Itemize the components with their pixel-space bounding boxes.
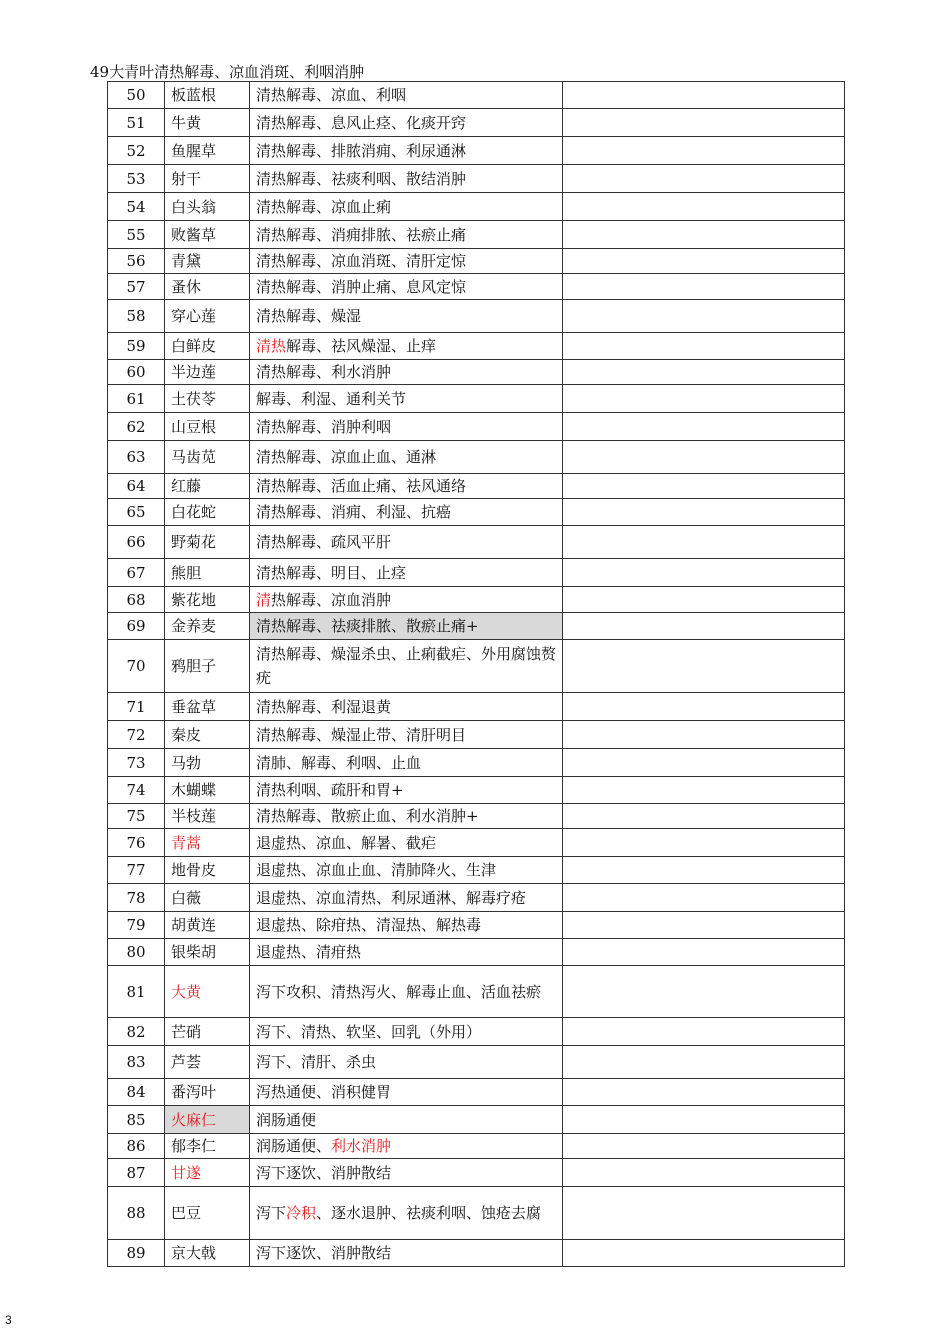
herb-effect: 清热解毒、燥湿止带、清肝明目 (250, 721, 563, 749)
herb-name: 火麻仁 (165, 1106, 250, 1134)
herb-effect (250, 1134, 563, 1159)
herb-effect: 清热解毒、祛痰排脓、散瘀止痛+ (250, 613, 563, 640)
herb-name: 板蓝根 (165, 82, 250, 109)
note-cell (563, 559, 845, 587)
page-number: 3 (5, 1313, 12, 1327)
note-cell (563, 587, 845, 613)
row-number: 70 (108, 640, 165, 693)
herb-name: 白鲜皮 (165, 333, 250, 360)
row-number: 74 (108, 777, 165, 804)
header-effect: 清热解毒、凉血消斑、利咽消肿 (154, 63, 365, 81)
note-cell (563, 221, 845, 249)
row-number: 54 (108, 193, 165, 221)
note-cell (563, 137, 845, 165)
effect-text: 泻下 (256, 1204, 287, 1222)
herb-effect: 清热解毒、祛痰利咽、散结消肿 (250, 165, 563, 193)
table-row (108, 613, 845, 640)
herb-effect: 泻下逐饮、消肿散结 (250, 1240, 563, 1267)
herb-effect: 清热解毒、消肿利咽 (250, 413, 563, 441)
herb-name: 野菊花 (165, 526, 250, 559)
herb-effect: 泻热通便、消积健胃 (250, 1079, 563, 1106)
row-number: 61 (108, 385, 165, 413)
row-number: 57 (108, 274, 165, 300)
row-number: 51 (108, 109, 165, 137)
note-cell (563, 1159, 845, 1187)
table-row (108, 82, 845, 109)
herb-name: 大黄 (165, 966, 250, 1018)
table-row (108, 274, 845, 300)
herb-effect: 退虚热、凉血、解暑、截疟 (250, 829, 563, 857)
row-number: 58 (108, 300, 165, 333)
note-cell (563, 966, 845, 1018)
herb-name: 红藤 (165, 474, 250, 499)
note-cell (563, 474, 845, 499)
herb-name: 胡黄连 (165, 912, 250, 939)
table-row (108, 693, 845, 721)
row-number: 83 (108, 1046, 165, 1079)
note-cell (563, 360, 845, 385)
herb-name: 青蒿 (165, 829, 250, 857)
note-cell (563, 804, 845, 829)
highlighted-text: 清 (256, 590, 272, 609)
herb-name: 山豆根 (165, 413, 250, 441)
herb-name: 巴豆 (165, 1187, 250, 1240)
herb-name: 地骨皮 (165, 857, 250, 884)
table-row (108, 1134, 845, 1159)
row-number: 50 (108, 82, 165, 109)
herb-effect: 解毒、利湿、通利关节 (250, 385, 563, 413)
row-number: 62 (108, 413, 165, 441)
table-row (108, 721, 845, 749)
row-number: 65 (108, 499, 165, 526)
herb-effect: 清热解毒、燥湿 (250, 300, 563, 333)
table-row (108, 1046, 845, 1079)
herb-effect: 泻下攻积、清热泻火、解毒止血、活血祛瘀 (250, 966, 563, 1018)
herb-effect: 润肠通便 (250, 1106, 563, 1134)
table-row (108, 165, 845, 193)
herb-name: 蚤休 (165, 274, 250, 300)
row-number: 69 (108, 613, 165, 640)
table-row (108, 1187, 845, 1240)
note-cell (563, 1187, 845, 1240)
highlighted-text: 冷积 (286, 1204, 317, 1222)
herb-name: 秦皮 (165, 721, 250, 749)
row-number: 68 (108, 587, 165, 613)
table-row (108, 749, 845, 777)
table-row (108, 1106, 845, 1134)
herb-name: 土茯苓 (165, 385, 250, 413)
effect-text-rest: 、逐水退肿、祛痰利咽、蚀疮去腐 (316, 1204, 542, 1222)
herb-name: 鸦胆子 (165, 640, 250, 693)
highlighted-text: 清热 (256, 337, 287, 355)
herb-effect: 清热解毒、燥湿杀虫、止痢截疟、外用腐蚀赘疣 (250, 640, 563, 693)
effect-text: 润肠通便、 (256, 1137, 332, 1155)
herb-name: 马齿苋 (165, 441, 250, 474)
note-cell (563, 721, 845, 749)
row-number: 71 (108, 693, 165, 721)
herb-name: 白薇 (165, 884, 250, 912)
row-number: 80 (108, 939, 165, 966)
row-number: 86 (108, 1134, 165, 1159)
herb-effect: 退虚热、凉血止血、清肺降火、生津 (250, 857, 563, 884)
note-cell (563, 693, 845, 721)
row-number: 87 (108, 1159, 165, 1187)
table-row (108, 966, 845, 1018)
row-number: 75 (108, 804, 165, 829)
herb-effect: 泻下逐饮、消肿散结 (250, 1159, 563, 1187)
note-cell (563, 912, 845, 939)
note-cell (563, 499, 845, 526)
note-cell (563, 249, 845, 274)
table-row (108, 249, 845, 274)
herb-effect: 清热解毒、利水消肿 (250, 360, 563, 385)
herb-name: 金养麦 (165, 613, 250, 640)
note-cell (563, 165, 845, 193)
herb-name: 紫花地 (165, 587, 250, 613)
header-num: 49 (90, 63, 110, 81)
herb-name: 郁李仁 (165, 1134, 250, 1159)
herb-name: 鱼腥草 (165, 137, 250, 165)
highlighted-text: 利水消肿 (331, 1137, 392, 1155)
note-cell (563, 109, 845, 137)
herb-name: 白头翁 (165, 193, 250, 221)
herb-effect: 退虚热、除疳热、清湿热、解热毒 (250, 912, 563, 939)
herb-effect: 清热解毒、活血止痛、祛风通络 (250, 474, 563, 499)
row-number: 85 (108, 1106, 165, 1134)
table-row (108, 333, 845, 360)
herb-effect: 退虚热、清疳热 (250, 939, 563, 966)
note-cell (563, 829, 845, 857)
row-number: 78 (108, 884, 165, 912)
herb-effect: 清热解毒、凉血止血、通淋 (250, 441, 563, 474)
herb-effect (250, 1187, 563, 1240)
herb-name: 半边莲 (165, 360, 250, 385)
table-row (108, 829, 845, 857)
herb-name: 马勃 (165, 749, 250, 777)
herb-name: 芦荟 (165, 1046, 250, 1079)
herb-name: 白花蛇 (165, 499, 250, 526)
herb-name: 京大戟 (165, 1240, 250, 1267)
effect-text: 退虚热、凉血清热、利尿通淋、解毒疗疮 (256, 888, 527, 907)
herb-name: 青黛 (165, 249, 250, 274)
herb-effect: 清热解毒、凉血止痢 (250, 193, 563, 221)
table-row (108, 413, 845, 441)
table-row (108, 804, 845, 829)
row-number: 56 (108, 249, 165, 274)
herb-effect: 清热解毒、凉血、利咽 (250, 82, 563, 109)
note-cell (563, 1079, 845, 1106)
table-row (108, 1159, 845, 1187)
effect-text: 热解毒、凉血消肿 (271, 590, 392, 609)
herb-effect: 清热利咽、疏肝和胃+ (250, 777, 563, 804)
row-number: 59 (108, 333, 165, 360)
note-cell (563, 1106, 845, 1134)
herb-effect: 泻下、清热、软坚、回乳（外用） (250, 1018, 563, 1046)
herb-effect: 清热解毒、疏风平肝 (250, 526, 563, 559)
herb-name: 穿心莲 (165, 300, 250, 333)
herb-effect (250, 333, 563, 360)
note-cell (563, 274, 845, 300)
note-cell (563, 749, 845, 777)
row-number: 84 (108, 1079, 165, 1106)
table-row (108, 221, 845, 249)
row-number: 55 (108, 221, 165, 249)
row-number: 88 (108, 1187, 165, 1240)
table-row (108, 587, 845, 613)
header-line (90, 62, 364, 82)
table-row (108, 640, 845, 693)
herb-name: 射干 (165, 165, 250, 193)
note-cell (563, 884, 845, 912)
note-cell (563, 939, 845, 966)
note-cell (563, 857, 845, 884)
row-number: 79 (108, 912, 165, 939)
note-cell (563, 640, 845, 693)
herb-effect: 清热解毒、排脓消痈、利尿通淋 (250, 137, 563, 165)
note-cell (563, 333, 845, 360)
herb-name: 败酱草 (165, 221, 250, 249)
note-cell (563, 385, 845, 413)
herb-name: 番泻叶 (165, 1079, 250, 1106)
table-row (108, 109, 845, 137)
table-row (108, 499, 845, 526)
note-cell (563, 193, 845, 221)
row-number: 89 (108, 1240, 165, 1267)
herb-effect: 清热解毒、凉血消斑、清肝定惊 (250, 249, 563, 274)
herb-effect: 清热解毒、消痈、利湿、抗癌 (250, 499, 563, 526)
herb-effect: 清热解毒、消肿止痛、息风定惊 (250, 274, 563, 300)
note-cell (563, 300, 845, 333)
row-number: 66 (108, 526, 165, 559)
row-number: 64 (108, 474, 165, 499)
note-cell (563, 413, 845, 441)
herb-name: 芒硝 (165, 1018, 250, 1046)
table-row (108, 193, 845, 221)
herb-table (107, 81, 845, 1267)
row-number: 82 (108, 1018, 165, 1046)
table-row (108, 884, 845, 912)
row-number: 76 (108, 829, 165, 857)
note-cell (563, 1240, 845, 1267)
note-cell (563, 1046, 845, 1079)
effect-text: 解毒、祛风燥湿、止痒 (286, 337, 437, 355)
herb-effect: 清热解毒、息风止痉、化痰开窍 (250, 109, 563, 137)
table-row (108, 385, 845, 413)
herb-name: 牛黄 (165, 109, 250, 137)
row-number: 72 (108, 721, 165, 749)
table-row (108, 559, 845, 587)
table-row (108, 1018, 845, 1046)
row-number: 81 (108, 966, 165, 1018)
herb-effect (250, 884, 563, 912)
herb-effect: 泻下、清肝、杀虫 (250, 1046, 563, 1079)
herb-effect: 清热解毒、散瘀止血、利水消肿+ (250, 804, 563, 829)
herb-name: 熊胆 (165, 559, 250, 587)
herb-effect: 清热解毒、明目、止痉 (250, 559, 563, 587)
table-row (108, 474, 845, 499)
herb-name: 甘遂 (165, 1159, 250, 1187)
table-row (108, 441, 845, 474)
herb-effect: 清热解毒、消痈排脓、祛瘀止痛 (250, 221, 563, 249)
note-cell (563, 526, 845, 559)
herb-name: 垂盆草 (165, 693, 250, 721)
table-row (108, 526, 845, 559)
note-cell (563, 1018, 845, 1046)
herb-effect: 清热解毒、利湿退黄 (250, 693, 563, 721)
note-cell (563, 1134, 845, 1159)
row-number: 63 (108, 441, 165, 474)
row-number: 53 (108, 165, 165, 193)
header-name: 大青叶 (109, 63, 155, 81)
table-row (108, 857, 845, 884)
herb-name: 半枝莲 (165, 804, 250, 829)
table-row (108, 1079, 845, 1106)
table-row (108, 777, 845, 804)
table-row (108, 360, 845, 385)
herb-effect (250, 587, 563, 613)
table-row (108, 300, 845, 333)
row-number: 52 (108, 137, 165, 165)
herb-name: 木蝴蝶 (165, 777, 250, 804)
note-cell (563, 613, 845, 640)
note-cell (563, 777, 845, 804)
table-row (108, 939, 845, 966)
row-number: 67 (108, 559, 165, 587)
row-number: 73 (108, 749, 165, 777)
note-cell (563, 441, 845, 474)
row-number: 77 (108, 857, 165, 884)
table-row (108, 1240, 845, 1267)
herb-effect: 清肺、解毒、利咽、止血 (250, 749, 563, 777)
note-cell (563, 82, 845, 109)
row-number: 60 (108, 360, 165, 385)
table-row (108, 137, 845, 165)
table-row (108, 912, 845, 939)
herb-name: 银柴胡 (165, 939, 250, 966)
